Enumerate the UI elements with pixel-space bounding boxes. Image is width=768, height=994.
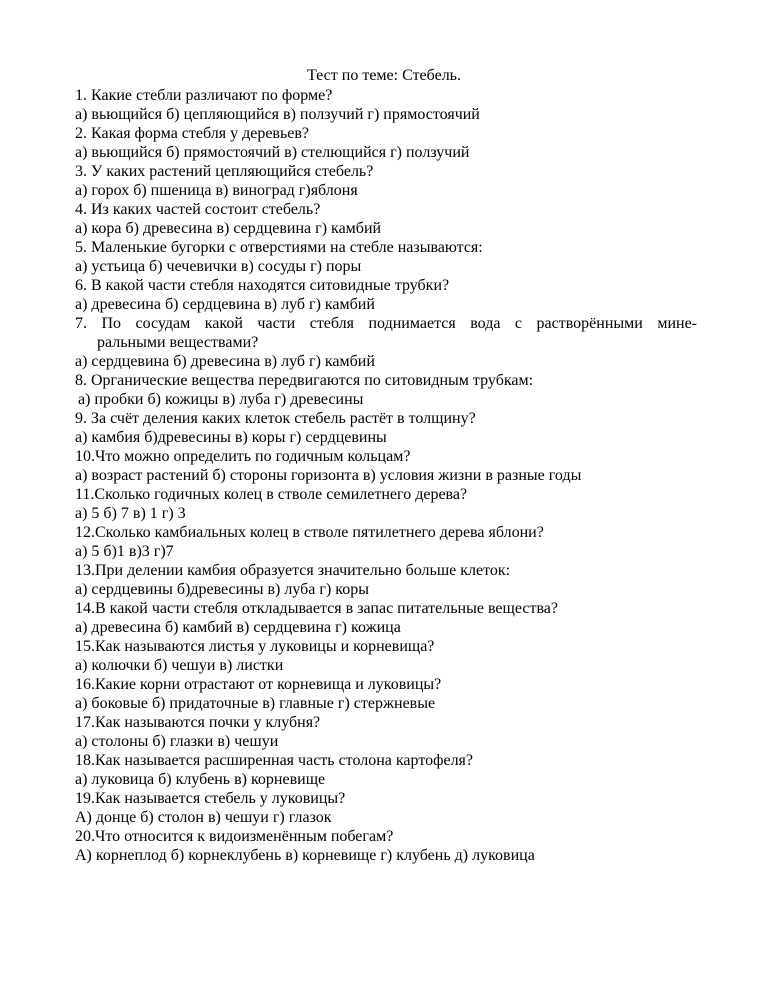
answers-11: а) 5 б) 7 в) 1 г) 3	[75, 505, 186, 522]
question-20: 20.Что относится к видоизменённым побегам?	[75, 828, 394, 845]
question-18: 18.Как называется расширенная часть столона картофеля?	[75, 752, 474, 769]
answers-7: а) сердцевина б) древесина в) луб г) камбий	[75, 353, 375, 370]
test-title: Тест по теме: Стебель.	[307, 67, 461, 84]
question-10: 10.Что можно определить по годичным кольцам?	[75, 448, 411, 465]
question-19: 19.Как называется стебель у луковицы?	[75, 790, 346, 807]
answers-4: а) кора б) древесина в) сердцевина г) камбий	[75, 220, 382, 237]
answers-16: а) боковые б) придаточные в) главные г) стержневые	[75, 695, 436, 712]
answers-19: А) донце б) столон в) чешуи г) глазок	[75, 809, 332, 826]
answers-3: а) горох б) пшеница в) виноград г)яблоня	[75, 182, 358, 199]
answers-20: А) корнеплод б) корнеклубень в) корневище г) клубень д) луковица	[75, 847, 535, 864]
answers-10: а) возраст растений б) стороны горизонта в) условия жизни в разные годы	[75, 467, 582, 484]
question-17: 17.Как называются почки у клубня?	[75, 714, 321, 731]
question-3: 3. У каких растений цепляющийся стебель?	[75, 163, 374, 180]
question-7-continuation: ральными веществами?	[97, 334, 259, 351]
answers-15: а) колючки б) чешуи в) листки	[75, 657, 284, 674]
question-16: 16.Какие корни отрастают от корневища и луковицы?	[75, 676, 442, 693]
answers-17: а) столоны б) глазки в) чешуи	[75, 733, 279, 750]
question-1: 1. Какие стебли различают по форме?	[75, 87, 333, 104]
question-7: 7. По сосудам какой части стебля поднимается вода с растворёнными мине-	[75, 315, 697, 332]
answers-5: а) устьица б) чечевички в) сосуды г) поры	[75, 258, 362, 275]
question-2: 2. Какая форма стебля у деревьев?	[75, 125, 310, 142]
question-5: 5. Маленькие бугорки с отверстиями на стебле называются:	[75, 239, 483, 256]
answers-14: а) древесина б) камбий в) сердцевина г) кожица	[75, 619, 401, 636]
question-15: 15.Как называются листья у луковицы и корневища?	[75, 638, 435, 655]
question-12: 12.Сколько камбиальных колец в стволе пятилетнего дерева яблони?	[75, 524, 544, 541]
question-14: 14.В какой части стебля откладывается в запас питательные вещества?	[75, 600, 558, 617]
answers-2: а) вьющийся б) прямостоячий в) стелющийся г) ползучий	[75, 144, 470, 161]
answers-12: а) 5 б)1 в)3 г)7	[75, 543, 174, 560]
answers-13: а) сердцевины б)древесины в) луба г) коры	[75, 581, 369, 598]
question-13: 13.При делении камбия образуется значительно больше клеток:	[75, 562, 511, 579]
answers-6: а) древесина б) сердцевина в) луб г) камбий	[75, 296, 375, 313]
answers-8: а) пробки б) кожицы в) луба г) древесины	[78, 391, 364, 408]
question-8: 8. Органические вещества передвигаются по ситовидным трубкам:	[75, 372, 534, 389]
question-6: 6. В какой части стебля находятся ситовидные трубки?	[75, 277, 450, 294]
question-4: 4. Из каких частей состоит стебель?	[75, 201, 321, 218]
question-11: 11.Сколько годичных колец в стволе семилетнего дерева?	[75, 486, 468, 503]
answers-1: а) вьющийся б) цепляющийся в) ползучий г) прямостоячий	[75, 106, 480, 123]
answers-9: а) камбия б)древесины в) коры г) сердцевины	[75, 429, 387, 446]
question-9: 9. За счёт деления каких клеток стебель растёт в толщину?	[75, 410, 476, 427]
answers-18: а) луковица б) клубень в) корневище	[75, 771, 326, 788]
